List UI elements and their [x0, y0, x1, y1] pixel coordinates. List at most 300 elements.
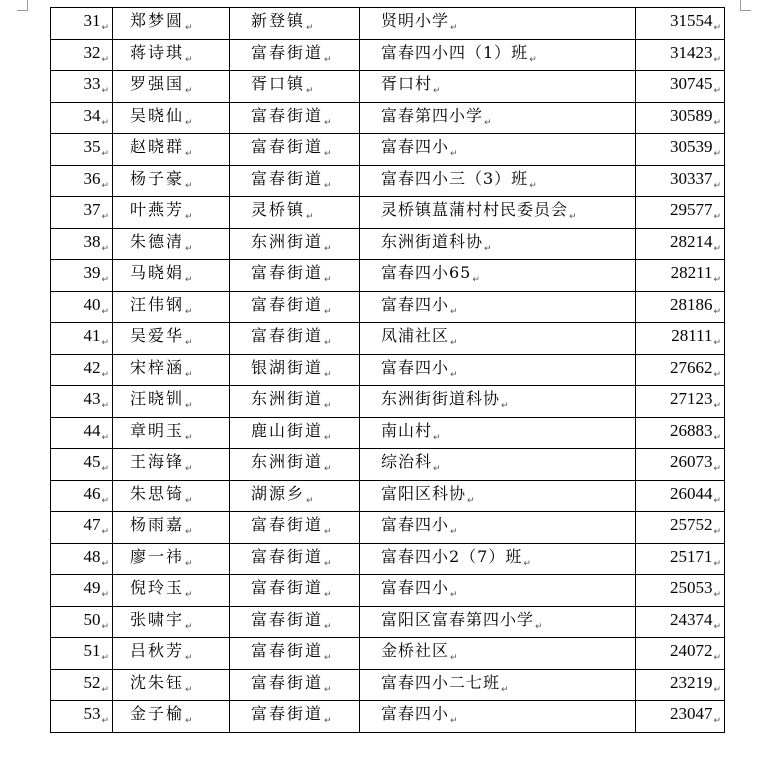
town-cell: [230, 228, 360, 260]
table-row: [51, 480, 725, 512]
town-text: 胥口镇: [251, 74, 306, 94]
paragraph-mark-icon: ↵: [713, 495, 721, 506]
score-text: 27123: [669, 389, 713, 409]
unit-cell: [360, 480, 636, 512]
town-cell: [230, 102, 360, 134]
score-cell: [636, 449, 725, 481]
score-cell: [636, 638, 725, 670]
paragraph-mark-icon: ↵: [501, 401, 509, 412]
paragraph-mark-icon: ↵: [324, 306, 332, 317]
paragraph-mark-icon: ↵: [523, 558, 531, 569]
town-cell: [230, 354, 360, 386]
paragraph-mark-icon: ↵: [185, 54, 193, 65]
score-text: 25171: [669, 546, 713, 566]
town-text: 富春街道: [251, 42, 324, 62]
person-name-cell: [113, 449, 230, 481]
table-row: [51, 512, 725, 544]
paragraph-mark-icon: ↵: [324, 558, 332, 569]
person-name-text: 朱德清: [130, 231, 185, 251]
town-cell: [230, 71, 360, 103]
score-text: 23047: [669, 704, 713, 724]
town-text: 富春街道: [251, 263, 324, 283]
score-cell: [636, 512, 725, 544]
paragraph-mark-icon: ↵: [101, 653, 109, 664]
paragraph-mark-icon: ↵: [101, 86, 109, 97]
person-name-text: 郑梦圆: [130, 11, 185, 31]
paragraph-mark-icon: ↵: [101, 558, 109, 569]
paragraph-mark-icon: ↵: [713, 653, 721, 664]
paragraph-mark-icon: ↵: [713, 54, 721, 65]
rank-number-cell: [51, 323, 113, 355]
person-name-cell: [113, 575, 230, 607]
score-cell: [636, 134, 725, 166]
paragraph-mark-icon: ↵: [101, 621, 109, 632]
score-text: 28111: [671, 326, 713, 346]
unit-text: 综治科: [381, 452, 433, 472]
paragraph-mark-icon: ↵: [324, 149, 332, 160]
paragraph-mark-icon: ↵: [713, 432, 721, 443]
paragraph-mark-icon: ↵: [713, 369, 721, 380]
person-name-cell: [113, 354, 230, 386]
town-text: 新登镇: [251, 11, 306, 31]
rank-number-cell: [51, 260, 113, 292]
paragraph-mark-icon: ↵: [433, 86, 441, 97]
unit-cell: [360, 669, 636, 701]
town-text: 富春街道: [251, 294, 324, 314]
person-name-text: 张啸宇: [130, 609, 185, 629]
unit-text: 富春四小: [381, 137, 450, 157]
paragraph-mark-icon: ↵: [185, 716, 193, 727]
score-cell: [636, 543, 725, 575]
unit-text: 南山村: [381, 420, 433, 440]
unit-text: 富春四小: [381, 357, 450, 377]
unit-text: 富春四小2（7）班: [381, 546, 523, 566]
score-text: 30539: [669, 137, 713, 157]
paragraph-mark-icon: ↵: [185, 590, 193, 601]
rank-number-cell: [51, 291, 113, 323]
rank-number-text: 46: [83, 483, 101, 503]
town-cell: [230, 575, 360, 607]
unit-cell: [360, 165, 636, 197]
paragraph-mark-icon: ↵: [324, 117, 332, 128]
unit-text: 富春四小二七班: [381, 672, 501, 692]
paragraph-mark-icon: ↵: [450, 149, 458, 160]
person-name-text: 罗强国: [130, 74, 185, 94]
paragraph-mark-icon: ↵: [713, 275, 721, 286]
person-name-cell: [113, 480, 230, 512]
rank-number-text: 44: [83, 420, 101, 440]
person-name-text: 吴爱华: [130, 326, 185, 346]
person-name-cell: [113, 291, 230, 323]
town-text: 富春街道: [251, 546, 324, 566]
rank-number-text: 42: [83, 357, 101, 377]
score-cell: [636, 606, 725, 638]
person-name-text: 宋梓涵: [130, 357, 185, 377]
table-row: [51, 638, 725, 670]
unit-text: 富春四小: [381, 578, 450, 598]
unit-cell: [360, 449, 636, 481]
paragraph-mark-icon: ↵: [713, 558, 721, 569]
unit-cell: [360, 543, 636, 575]
paragraph-mark-icon: ↵: [101, 275, 109, 286]
person-name-text: 王海锋: [130, 452, 185, 472]
person-name-text: 金子榆: [130, 704, 185, 724]
paragraph-mark-icon: ↵: [185, 212, 193, 223]
unit-cell: [360, 575, 636, 607]
paragraph-mark-icon: ↵: [450, 527, 458, 538]
town-text: 富春街道: [251, 326, 324, 346]
table-row: [51, 323, 725, 355]
paragraph-mark-icon: ↵: [472, 275, 480, 286]
score-text: 28214: [669, 231, 713, 251]
paragraph-mark-icon: ↵: [713, 716, 721, 727]
paragraph-mark-icon: ↵: [101, 117, 109, 128]
paragraph-mark-icon: ↵: [433, 464, 441, 475]
unit-cell: [360, 8, 636, 40]
score-cell: [636, 165, 725, 197]
town-cell: [230, 197, 360, 229]
unit-text: 胥口村: [381, 74, 433, 94]
rank-number-cell: [51, 197, 113, 229]
paragraph-mark-icon: ↵: [713, 23, 721, 34]
rank-number-text: 40: [83, 294, 101, 314]
score-text: 26044: [669, 483, 713, 503]
paragraph-mark-icon: ↵: [101, 401, 109, 412]
town-text: 东洲街道: [251, 452, 324, 472]
rank-number-cell: [51, 606, 113, 638]
person-name-cell: [113, 638, 230, 670]
unit-text: 凤浦社区: [381, 326, 450, 346]
paragraph-mark-icon: ↵: [484, 243, 492, 254]
paragraph-mark-icon: ↵: [529, 54, 537, 65]
paragraph-mark-icon: ↵: [324, 275, 332, 286]
rank-number-cell: [51, 102, 113, 134]
town-text: 富春街道: [251, 672, 324, 692]
rank-number-cell: [51, 575, 113, 607]
ranking-table-body: [51, 8, 725, 733]
score-text: 26883: [669, 420, 713, 440]
paragraph-mark-icon: ↵: [433, 432, 441, 443]
paragraph-mark-icon: ↵: [713, 180, 721, 191]
paragraph-mark-icon: ↵: [713, 401, 721, 412]
unit-cell: [360, 638, 636, 670]
town-cell: [230, 449, 360, 481]
paragraph-mark-icon: ↵: [324, 464, 332, 475]
paragraph-mark-icon: ↵: [529, 180, 537, 191]
paragraph-mark-icon: ↵: [324, 432, 332, 443]
paragraph-mark-icon: ↵: [185, 180, 193, 191]
paragraph-mark-icon: ↵: [101, 180, 109, 191]
person-name-text: 汪晓钏: [130, 389, 185, 409]
unit-cell: [360, 512, 636, 544]
rank-number-text: 47: [83, 515, 101, 535]
score-cell: [636, 291, 725, 323]
paragraph-mark-icon: ↵: [185, 495, 193, 506]
unit-text: 贤明小学: [381, 11, 450, 31]
person-name-cell: [113, 701, 230, 733]
table-row: [51, 39, 725, 71]
score-text: 24072: [669, 641, 713, 661]
rank-number-text: 51: [83, 641, 101, 661]
town-cell: [230, 669, 360, 701]
town-text: 富春街道: [251, 704, 324, 724]
paragraph-mark-icon: ↵: [324, 369, 332, 380]
score-text: 30589: [669, 105, 713, 125]
score-cell: [636, 71, 725, 103]
person-name-cell: [113, 323, 230, 355]
rank-number-text: 31: [83, 11, 101, 31]
person-name-cell: [113, 165, 230, 197]
score-text: 24374: [669, 609, 713, 629]
paragraph-mark-icon: ↵: [185, 653, 193, 664]
paragraph-mark-icon: ↵: [306, 495, 314, 506]
paragraph-mark-icon: ↵: [713, 86, 721, 97]
paragraph-mark-icon: ↵: [324, 54, 332, 65]
paragraph-mark-icon: ↵: [450, 653, 458, 664]
score-cell: [636, 8, 725, 40]
unit-cell: [360, 323, 636, 355]
town-cell: [230, 417, 360, 449]
unit-text: 金桥社区: [381, 641, 450, 661]
person-name-cell: [113, 260, 230, 292]
town-text: 富春街道: [251, 168, 324, 188]
rank-number-cell: [51, 638, 113, 670]
score-text: 30745: [669, 74, 713, 94]
score-cell: [636, 39, 725, 71]
unit-cell: [360, 134, 636, 166]
paragraph-mark-icon: ↵: [484, 117, 492, 128]
paragraph-mark-icon: ↵: [185, 86, 193, 97]
score-cell: [636, 417, 725, 449]
score-cell: [636, 480, 725, 512]
rank-number-cell: [51, 480, 113, 512]
score-text: 30337: [669, 168, 713, 188]
town-text: 鹿山街道: [251, 420, 324, 440]
town-cell: [230, 512, 360, 544]
unit-cell: [360, 701, 636, 733]
town-text: 东洲街道: [251, 389, 324, 409]
unit-text: 东洲街道科协: [381, 231, 484, 251]
table-row: [51, 71, 725, 103]
paragraph-mark-icon: ↵: [324, 338, 332, 349]
paragraph-mark-icon: ↵: [467, 495, 475, 506]
unit-cell: [360, 354, 636, 386]
table-row: [51, 575, 725, 607]
person-name-text: 汪伟钢: [130, 294, 185, 314]
person-name-cell: [113, 417, 230, 449]
table-row: [51, 449, 725, 481]
paragraph-mark-icon: ↵: [324, 684, 332, 695]
score-cell: [636, 386, 725, 418]
paragraph-mark-icon: ↵: [324, 180, 332, 191]
table-row: [51, 701, 725, 733]
unit-cell: [360, 228, 636, 260]
score-text: 29577: [669, 200, 713, 220]
town-text: 湖源乡: [251, 483, 306, 503]
unit-text: 富春四小: [381, 704, 450, 724]
paragraph-mark-icon: ↵: [185, 621, 193, 632]
person-name-text: 蒋诗琪: [130, 42, 185, 62]
person-name-text: 朱思锜: [130, 483, 185, 503]
rank-number-cell: [51, 39, 113, 71]
paragraph-mark-icon: ↵: [185, 401, 193, 412]
rank-number-text: 41: [83, 326, 101, 346]
rank-number-cell: [51, 701, 113, 733]
paragraph-mark-icon: ↵: [450, 338, 458, 349]
town-cell: [230, 165, 360, 197]
ranking-table: [50, 7, 725, 733]
rank-number-cell: [51, 134, 113, 166]
town-text: 灵桥镇: [251, 200, 306, 220]
unit-cell: [360, 606, 636, 638]
person-name-text: 倪玲玉: [130, 578, 185, 598]
paragraph-mark-icon: ↵: [450, 23, 458, 34]
paragraph-mark-icon: ↵: [101, 716, 109, 727]
paragraph-mark-icon: ↵: [450, 369, 458, 380]
town-text: 富春街道: [251, 609, 324, 629]
town-cell: [230, 543, 360, 575]
person-name-text: 杨子豪: [130, 168, 185, 188]
person-name-cell: [113, 512, 230, 544]
town-cell: [230, 39, 360, 71]
rank-number-text: 33: [83, 74, 101, 94]
score-cell: [636, 701, 725, 733]
person-name-text: 叶燕芳: [130, 200, 185, 220]
paragraph-mark-icon: ↵: [450, 716, 458, 727]
page-corner-mark-left: [17, 0, 28, 11]
table-row: [51, 354, 725, 386]
rank-number-cell: [51, 386, 113, 418]
rank-number-text: 37: [83, 200, 101, 220]
paragraph-mark-icon: ↵: [101, 432, 109, 443]
paragraph-mark-icon: ↵: [185, 464, 193, 475]
unit-text: 富春四小三（3）班: [381, 168, 529, 188]
score-cell: [636, 669, 725, 701]
town-cell: [230, 323, 360, 355]
person-name-cell: [113, 134, 230, 166]
table-row: [51, 197, 725, 229]
paragraph-mark-icon: ↵: [185, 243, 193, 254]
table-row: [51, 669, 725, 701]
rank-number-text: 43: [83, 389, 101, 409]
unit-cell: [360, 260, 636, 292]
paragraph-mark-icon: ↵: [501, 684, 509, 695]
rank-number-cell: [51, 669, 113, 701]
score-cell: [636, 102, 725, 134]
paragraph-mark-icon: ↵: [101, 495, 109, 506]
town-cell: [230, 134, 360, 166]
unit-cell: [360, 102, 636, 134]
unit-cell: [360, 386, 636, 418]
score-cell: [636, 323, 725, 355]
table-row: [51, 291, 725, 323]
rank-number-text: 52: [83, 672, 101, 692]
paragraph-mark-icon: ↵: [324, 716, 332, 727]
town-text: 银湖街道: [251, 357, 324, 377]
paragraph-mark-icon: ↵: [185, 149, 193, 160]
paragraph-mark-icon: ↵: [324, 527, 332, 538]
paragraph-mark-icon: ↵: [185, 527, 193, 538]
page-corner-mark-right: [740, 0, 751, 11]
rank-number-text: 35: [83, 137, 101, 157]
paragraph-mark-icon: ↵: [101, 212, 109, 223]
paragraph-mark-icon: ↵: [713, 212, 721, 223]
paragraph-mark-icon: ↵: [535, 621, 543, 632]
paragraph-mark-icon: ↵: [713, 306, 721, 317]
score-cell: [636, 228, 725, 260]
person-name-text: 吕秋芳: [130, 641, 185, 661]
unit-text: 富春四小: [381, 515, 450, 535]
unit-text: 东洲街街道科协: [381, 389, 501, 409]
person-name-text: 吴晓仙: [130, 105, 185, 125]
rank-number-text: 48: [83, 546, 101, 566]
rank-number-text: 39: [83, 263, 101, 283]
rank-number-cell: [51, 354, 113, 386]
rank-number-text: 50: [83, 609, 101, 629]
paragraph-mark-icon: ↵: [713, 464, 721, 475]
paragraph-mark-icon: ↵: [185, 558, 193, 569]
person-name-cell: [113, 8, 230, 40]
rank-number-text: 36: [83, 168, 101, 188]
paragraph-mark-icon: ↵: [713, 117, 721, 128]
town-cell: [230, 638, 360, 670]
paragraph-mark-icon: ↵: [324, 653, 332, 664]
paragraph-mark-icon: ↵: [185, 23, 193, 34]
person-name-cell: [113, 39, 230, 71]
rank-number-cell: [51, 449, 113, 481]
town-cell: [230, 386, 360, 418]
unit-cell: [360, 39, 636, 71]
town-text: 东洲街道: [251, 231, 324, 251]
table-row: [51, 228, 725, 260]
paragraph-mark-icon: ↵: [713, 621, 721, 632]
table-row: [51, 8, 725, 40]
paragraph-mark-icon: ↵: [101, 464, 109, 475]
table-row: [51, 134, 725, 166]
paragraph-mark-icon: ↵: [306, 23, 314, 34]
paragraph-mark-icon: ↵: [101, 149, 109, 160]
table-row: [51, 417, 725, 449]
paragraph-mark-icon: ↵: [324, 590, 332, 601]
rank-number-text: 32: [83, 42, 101, 62]
paragraph-mark-icon: ↵: [450, 306, 458, 317]
rank-number-cell: [51, 165, 113, 197]
unit-text: 富春四小四（1）班: [381, 42, 529, 62]
unit-text: 富阳区富春第四小学: [381, 609, 535, 629]
person-name-cell: [113, 102, 230, 134]
town-text: 富春街道: [251, 515, 324, 535]
paragraph-mark-icon: ↵: [101, 369, 109, 380]
unit-cell: [360, 71, 636, 103]
score-text: 25053: [669, 578, 713, 598]
table-row: [51, 102, 725, 134]
paragraph-mark-icon: ↵: [713, 684, 721, 695]
paragraph-mark-icon: ↵: [101, 684, 109, 695]
town-cell: [230, 260, 360, 292]
paragraph-mark-icon: ↵: [713, 243, 721, 254]
person-name-text: 马晓娟: [130, 263, 185, 283]
town-cell: [230, 701, 360, 733]
rank-number-text: 49: [83, 578, 101, 598]
paragraph-mark-icon: ↵: [101, 243, 109, 254]
rank-number-cell: [51, 71, 113, 103]
score-cell: [636, 575, 725, 607]
unit-text: 富春四小: [381, 294, 450, 314]
rank-number-text: 53: [83, 704, 101, 724]
person-name-text: 杨雨嘉: [130, 515, 185, 535]
paragraph-mark-icon: ↵: [713, 149, 721, 160]
person-name-text: 沈朱钰: [130, 672, 185, 692]
